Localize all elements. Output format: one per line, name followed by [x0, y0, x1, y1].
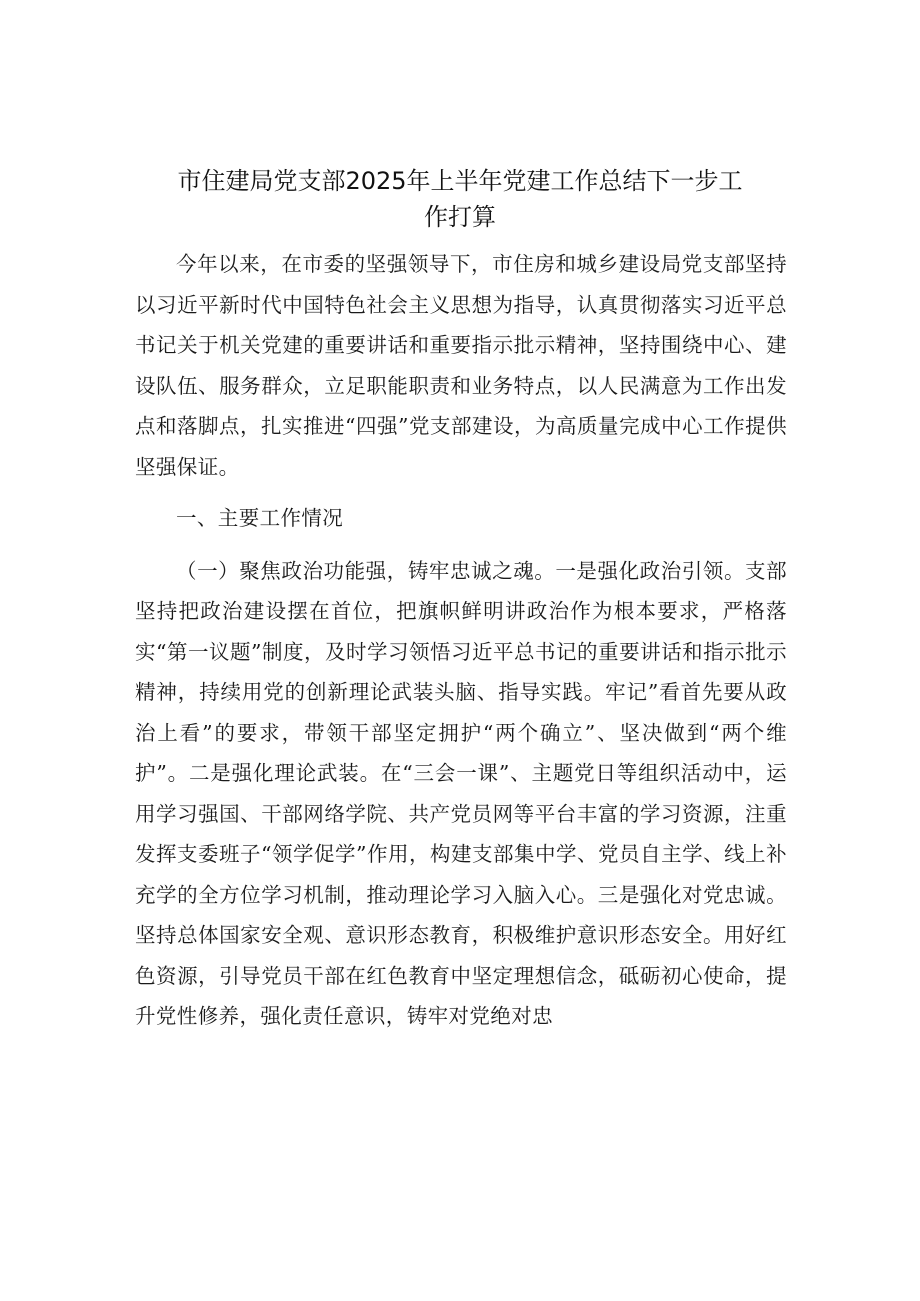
document-title [150, 163, 770, 235]
document-body [135, 244, 787, 1037]
section-heading-main-work: 一、主要工作情况 [176, 506, 344, 530]
title-line-1: 市住建局党支部2025年上半年党建工作总结下一步工 [177, 167, 743, 195]
section-paragraph-political-function: （一）聚焦政治功能强，铸牢忠诚之魂。一是强化政治引领。支部坚持把政治建设摆在首位，把旗帜鲜明讲政治作为根本要求，严格落实“第一议题”制度，及时学习领悟习近平总书记的重要讲话和指示批示精神，持续用党的创新理论武装头脑、指导实践。牢记”看首先要从政治上看”的要求，带领干部坚定拥护“两个确立”、坚决做到“两个维护”。二是强化理论武装。在“三会一课”、主题党日等组织活动中，运用学习强国、干部网络学院、共产党员网等平台丰富的学习资源，注重发挥支委班子“领学促学”作用，构建支部集中学、党员自主学、线上补充学的全方位学习机制，推动理论学习入脑入心。三是强化对党忠诚。坚持总体国家安全观、意识形态教育，积极维护意识形态安全。用好红色资源，引导党员干部在红色教育中坚定理想信念，砥砺初心使命，提升党性修养，强化责任意识，铸牢对党绝对忠 [135, 558, 787, 1028]
title-line-2: 作打算 [424, 203, 496, 231]
intro-paragraph: 今年以来，在市委的坚强领导下，市住房和城乡建设局党支部坚持以习近平新时代中国特色社会主义思想为指导，认真贯彻落实习近平总书记关于机关党建的重要讲话和重要指示批示精神，坚持围绕中心、建设队伍、服务群众，立足职能职责和业务特点，以人民满意为工作出发点和落脚点，扎实推进“四强”党支部建设，为高质量完成中心工作提供坚强保证。 [135, 252, 787, 479]
